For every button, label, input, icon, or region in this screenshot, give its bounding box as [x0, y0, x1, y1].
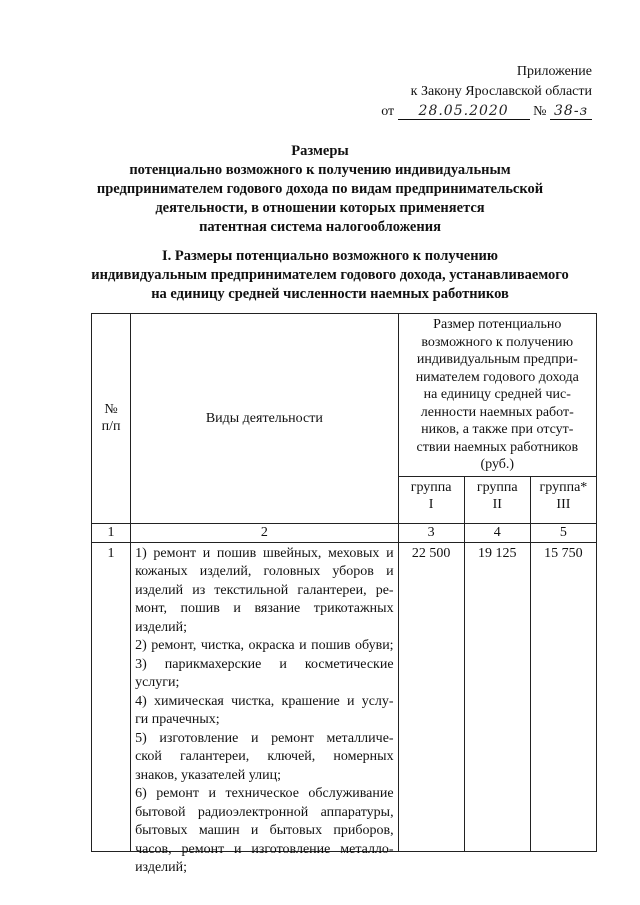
activity-line: бытовых машин и бытовых приборов,: [135, 823, 394, 838]
index-cell: 1: [92, 523, 131, 542]
number-label: №: [533, 104, 547, 119]
activity-line: изделий из текстильной галантереи, ре-: [135, 582, 394, 598]
title-line: Размеры: [291, 143, 349, 159]
section-heading: [70, 247, 590, 304]
index-cell: 5: [530, 523, 596, 542]
income-table: [91, 313, 597, 875]
row-activities: [131, 542, 399, 875]
group-numeral: III: [556, 496, 571, 512]
activity-line: 4) химическая чистка, крашение и услу-: [135, 693, 394, 709]
section-line: на единицу средней численности наемных работников: [151, 286, 509, 302]
header-size-line: ленности наемных работ-: [420, 404, 574, 420]
section-line: I. Размеры потенциально возможного к получению: [162, 248, 498, 264]
row-number: 1: [92, 542, 131, 851]
activity-list: [131, 543, 398, 875]
header-group-1: [398, 476, 464, 523]
header-activity-cell: Виды деятельности: [131, 314, 399, 524]
activity-line: 1) ремонт и пошив швейных, меховых и: [135, 545, 394, 561]
activity-line: 6) ремонт и техническое обслуживание: [135, 786, 394, 801]
header-size-line: ников, а также при отсут-: [421, 422, 574, 437]
activity-line: 2) ремонт, чистка, окраска и пошив обуви;: [135, 638, 394, 653]
group-numeral: II: [492, 496, 502, 512]
group-label: группа*: [539, 479, 588, 495]
title-line: деятельности, в отношении которых применяется: [155, 200, 485, 216]
header-num-line: п/п: [101, 419, 121, 435]
activity-line: изделий;: [135, 619, 188, 635]
title-line: патентная система налогообложения: [199, 219, 441, 235]
index-cell: 4: [464, 523, 530, 542]
header-num-cell: [92, 314, 131, 524]
table-index-row: [92, 523, 597, 542]
activity-line: ской галантереи, ключей, номерных: [135, 749, 394, 764]
appendix-law: к Закону Ярославской области: [410, 84, 592, 99]
header-size-line: возможного к получению: [421, 334, 574, 350]
appendix-title: Приложение: [516, 64, 592, 79]
index-cell: 2: [131, 523, 399, 542]
header-size-line: Размер потенциально: [433, 317, 562, 332]
handwritten-date: 28.05.2020: [398, 103, 530, 120]
from-label: от: [381, 104, 395, 119]
header-size-line: ствии наемных работников: [416, 439, 579, 455]
activity-line: кожаных изделий, головных уборов и: [135, 564, 394, 579]
document-title: [80, 142, 560, 237]
activity-line: монт, пошив и вязание трикотажных: [135, 601, 394, 616]
group-3-value: 15 750: [530, 542, 596, 851]
activity-line: часов, ремонт и изготовление металло-: [135, 841, 394, 857]
group-2-value: 19 125: [464, 542, 530, 851]
header-size-line: на единицу средней чис-: [423, 387, 571, 402]
activity-line: 5) изготовление и ремонт металличе-: [135, 730, 394, 746]
title-line: предпринимателем годового дохода по видам предпринимательской: [96, 181, 544, 197]
table-header-row: [92, 314, 597, 477]
activity-line: услуги;: [135, 675, 180, 690]
header-size-line: (руб.): [480, 457, 515, 472]
appendix-header: [381, 62, 592, 122]
header-num-line: №: [104, 402, 118, 418]
group-numeral: I: [428, 496, 434, 512]
handwritten-number: 38-з: [550, 103, 592, 120]
title-line: потенциально возможного к получению индивидуальным: [129, 162, 511, 178]
group-label: группа: [410, 479, 452, 495]
index-cell: 3: [398, 523, 464, 542]
header-size-line: индивидуальным предпри-: [416, 352, 578, 367]
activity-line: бытовой радиоэлектронной аппаратуры,: [135, 804, 394, 820]
header-group-2: [464, 476, 530, 523]
section-line: индивидуальным предпринимателем годового дохода, устанавливаемого: [91, 267, 569, 283]
header-size-line: нимателем годового дохода: [415, 369, 579, 385]
activity-line: ги прачечных;: [135, 712, 220, 727]
activity-line: изделий;: [135, 860, 188, 875]
group-label: группа: [476, 479, 518, 495]
activity-line: знаков, указателей улиц;: [135, 767, 281, 783]
header-size-cell: [398, 314, 596, 477]
group-1-value: 22 500: [398, 542, 464, 851]
table-row: [92, 542, 597, 851]
appendix-date-number: [381, 102, 592, 122]
header-group-3: [530, 476, 596, 523]
activity-line: 3) парикмахерские и косметические: [135, 656, 394, 672]
